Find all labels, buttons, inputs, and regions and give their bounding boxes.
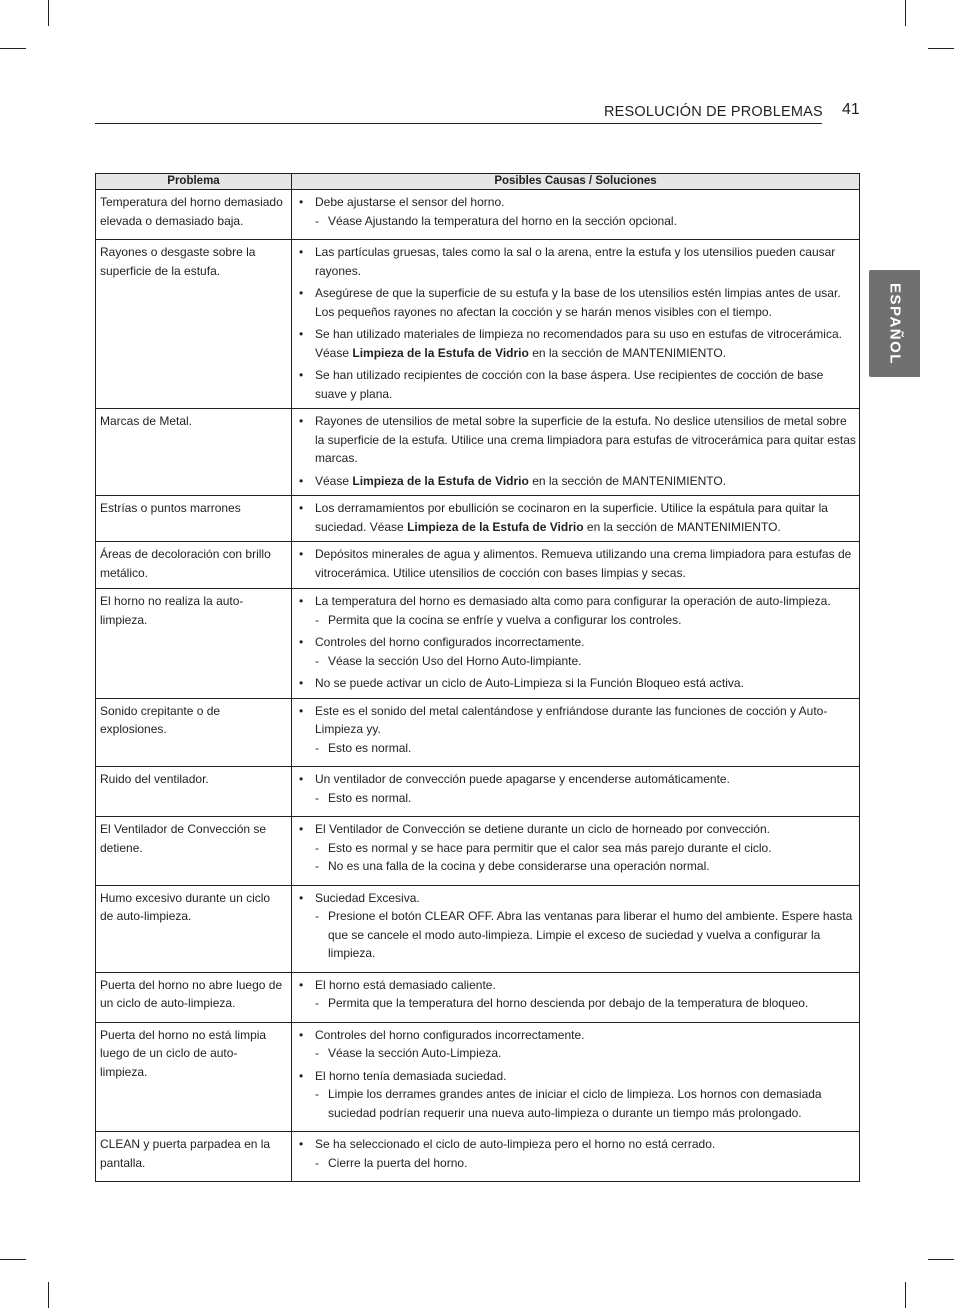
item-text: Asegúrese de que la superficie de su estufa y la base de los utensilios estén limpias antes de usar. Los pequeños rayones no afectan la cocción y se harán menos visibles con el tiempo. [315,286,841,319]
item-text: No se puede activar un ciclo de Auto-Limpieza si la Función Bloqueo está activa. [315,676,744,690]
item-text: Un ventilador de convección puede apagarse y encenderse automáticamente. [315,772,730,786]
solution-dash [298,907,857,963]
problem-cell: CLEAN y puerta parpadea en la pantalla. [96,1132,292,1182]
cause-bullet [298,193,857,212]
table-body [96,190,860,1182]
causes-cell [292,817,860,886]
causes-cell [292,409,860,496]
causes-cell [292,190,860,240]
cause-bullet [298,976,857,995]
language-tab-label: ESPAÑOL [886,282,903,365]
item-text: Se han utilizado materiales de limpieza no recomendados para su uso en estufas de vitrocerámica. Véase [315,327,842,360]
causes-cell [292,1022,860,1132]
item-text: Véase [315,473,353,488]
item-text: Véase Ajustando la temperatura del horno en la sección opcional. [328,213,677,228]
solution-dash [298,1154,857,1173]
causes-cell [292,496,860,542]
item-text: El Ventilador de Convección se detiene durante un ciclo de horneado por convección. [315,822,770,836]
problem-cell: Temperatura del horno demasiado elevada o demasiado baja. [96,190,292,240]
solution-dash [298,652,857,671]
problem-cell: Puerta del horno no está limpia luego de un ciclo de auto-limpieza. [96,1022,292,1132]
solution-dash [298,789,857,808]
cause-bullet [298,325,857,362]
item-text: Controles del horno configurados incorrectamente. [315,635,585,649]
item-text: La temperatura del horno es demasiado alta como para configurar la operación de auto-limpieza. [315,594,831,608]
solution-dash [298,994,857,1013]
item-text: Esto es normal. [328,790,412,805]
cause-bullet [298,366,857,403]
table-row [96,698,860,767]
crop-mark [928,1259,954,1260]
item-reference: Limpieza de la Estufa de Vidrio [407,519,584,534]
cause-bullet [298,243,857,280]
item-text: Rayones de utensilios de metal sobre la superficie de la estufa. No deslice utensilios de metal sobre la superficie de la estufa. Utilice una crema limpiadora para estufas de vitrocerámica para quitar estas marcas. [315,414,856,465]
problem-cell: El horno no realiza la auto-limpieza. [96,589,292,699]
cause-bullet [298,412,857,468]
cause-bullet [298,1067,857,1086]
crop-mark [48,1282,49,1308]
cause-bullet [298,1026,857,1045]
table-row [96,409,860,496]
cause-bullet [298,889,857,908]
item-text: Esto es normal y se hace para permitir que el calor sea más parejo durante el ciclo. [328,840,772,855]
cause-bullet [298,284,857,321]
table-header-row [96,174,860,190]
item-text: Depósitos minerales de agua y alimentos. Remueva utilizando una crema limpiadora para estufas de vitrocerámica. Utilice utensilios de cocción con bases limpias y secas. [315,547,852,580]
table-row [96,496,860,542]
causes-cell [292,1132,860,1182]
problem-cell: Sonido crepitante o de explosiones. [96,698,292,767]
item-text: Suciedad Excesiva. [315,890,420,905]
table-row [96,589,860,699]
causes-cell [292,542,860,589]
crop-mark [0,48,26,49]
solution-dash [298,611,857,630]
item-text: Los derramamientos por ebullición se cocinaron en la superficie. Utilice la espátula para quitar la suciedad. Véase [315,501,828,534]
problem-cell: Áreas de decoloración con brillo metálico. [96,542,292,589]
item-text: Las partículas gruesas, tales como la sal o la arena, entre la estufa y los utensilios pueden causar rayones. [315,245,836,278]
table-row [96,972,860,1022]
column-header-causes: Posibles Causas / Soluciones [292,174,860,190]
table-row [96,1132,860,1182]
item-text: Permita que la temperatura del horno descienda por debajo de la temperatura de bloqueo. [328,996,809,1010]
causes-cell [292,698,860,767]
table-row [96,1022,860,1132]
causes-cell [292,885,860,972]
solution-dash [298,739,857,758]
cause-bullet [298,592,857,611]
solution-dash [298,1085,857,1122]
item-text: El horno está demasiado caliente. [315,977,496,992]
troubleshooting-table [95,173,860,1182]
item-text: Véase la sección Uso del Horno Auto-limpiante. [328,653,582,668]
item-text: No es una falla de la cocina y debe considerarse una operación normal. [328,859,710,873]
causes-cell [292,589,860,699]
cause-bullet [298,770,857,789]
crop-mark [0,1259,26,1260]
problem-cell: Ruido del ventilador. [96,767,292,817]
causes-cell [292,972,860,1022]
problem-cell: Estrías o puntos marrones [96,496,292,542]
item-text: Véase la sección Auto-Limpieza. [328,1046,502,1060]
table-row [96,542,860,589]
item-text-after: en la sección de MANTENIMIENTO. [583,519,781,534]
item-text-after: en la sección de MANTENIMIENTO. [528,345,727,360]
table-row [96,885,860,972]
table-row [96,767,860,817]
cause-bullet [298,499,857,536]
problem-cell: Puerta del horno no abre luego de un ciclo de auto-limpieza. [96,972,292,1022]
page-number: 41 [842,101,860,118]
item-text-after: en la sección de MANTENIMIENTO. [528,473,727,488]
item-text: Controles del horno configurados incorrectamente. [315,1027,585,1042]
item-text: Permita que la cocina se enfríe y vuelva a configurar los controles. [328,612,682,627]
crop-mark [48,0,49,26]
cause-bullet [298,545,857,582]
crop-mark [928,48,954,49]
causes-cell [292,240,860,409]
crop-mark [905,0,906,26]
item-text: Este es el sonido del metal calentándose y enfriándose durante las funciones de cocción y Auto-Limpieza yy. [315,703,828,736]
solution-dash [298,857,857,876]
item-reference: Limpieza de la Estufa de Vidrio [352,345,529,360]
cause-bullet [298,472,857,491]
section-title: RESOLUCIÓN DE PROBLEMAS [604,104,823,120]
column-header-problem: Problema [96,174,292,190]
item-text: Cierre la puerta del horno. [328,1155,468,1170]
item-text: Presione el botón CLEAR OFF. Abra las ventanas para liberar el humo del ambiente. Espere hasta que se cancele el modo auto-limpieza. Limpie el exceso de suciedad y vuelva a configurar la limpieza. [328,909,853,960]
item-text: El horno tenía demasiada suciedad. [315,1068,507,1083]
item-text: Se han utilizado recipientes de cocción con la base áspera. Use recipientes de cocción de base suave y plana. [315,368,824,401]
problem-cell: Humo excesivo durante un ciclo de auto-limpieza. [96,885,292,972]
solution-dash [298,212,857,231]
item-text: Limpie los derrames grandes antes de iniciar el ciclo de limpieza. Los hornos con demasiada suciedad podrían requerir una nueva auto-limpieza o durante un tiempo más prolongado. [328,1087,822,1120]
table-row [96,817,860,886]
cause-bullet [298,674,857,693]
language-tab [869,270,920,377]
item-text: Debe ajustarse el sensor del horno. [315,195,505,209]
solution-dash [298,1044,857,1063]
cause-bullet [298,702,857,739]
cause-bullet [298,1135,857,1154]
problem-cell: Marcas de Metal. [96,409,292,496]
table-row [96,240,860,409]
cause-bullet [298,633,857,652]
solution-dash [298,839,857,858]
header-rule [95,123,822,124]
problem-cell: El Ventilador de Convección se detiene. [96,817,292,886]
crop-mark [905,1282,906,1308]
causes-cell [292,767,860,817]
cause-bullet [298,820,857,839]
problem-cell: Rayones o desgaste sobre la superficie de la estufa. [96,240,292,409]
table-row [96,190,860,240]
item-text: Se ha seleccionado el ciclo de auto-limpieza pero el horno no está cerrado. [315,1137,716,1151]
item-text: Esto es normal. [328,740,412,755]
item-reference: Limpieza de la Estufa de Vidrio [352,473,529,488]
